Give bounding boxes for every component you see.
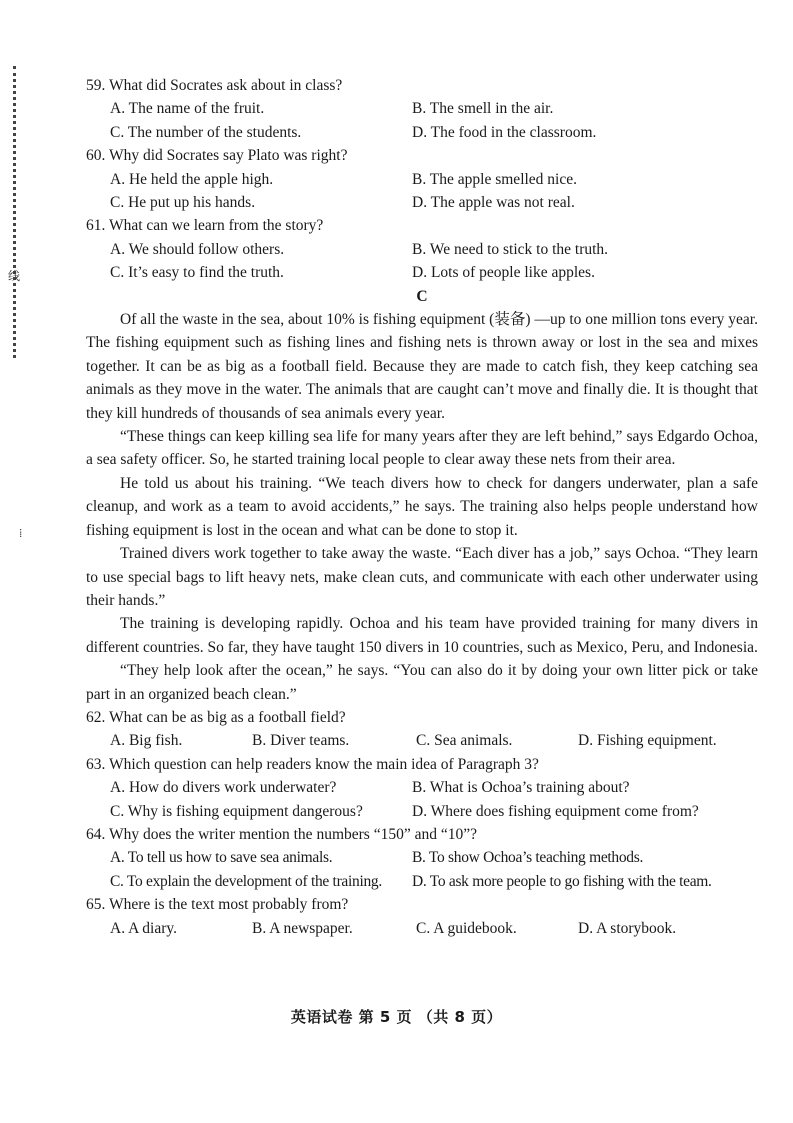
question-stem: 65. Where is the text most probably from? — [86, 896, 349, 914]
option-b[interactable]: B. The apple smelled nice. — [412, 170, 577, 188]
question-stem: 62. What can be as big as a football field? — [86, 708, 346, 726]
options — [86, 97, 758, 144]
option-b[interactable]: B. What is Ochoa’s training about? — [412, 779, 630, 797]
question-59 — [86, 74, 758, 144]
option-b[interactable]: B. Diver teams. — [252, 732, 350, 750]
question-stem: 61. What can we learn from the story? — [86, 217, 324, 235]
option-c[interactable]: C. Why is fishing equipment dangerous? — [110, 802, 363, 820]
binding-margin-tick: ⁞ — [19, 526, 23, 540]
passage-paragraph-4: Trained divers work together to take away the waste. “Each diver has a job,” says Ochoa. “They learn to use special bags to lift heavy nets, make clean cuts, and communicate with each other underwater using their hands.” — [86, 545, 758, 609]
passage-paragraph-1: Of all the waste in the sea, about 10% is fishing equipment (装备) —up to one million tons every year. The fishing equipment such as fishing lines and fishing nets is thrown away or lost in the sea and mixes together. It can be as big as a football field. Because they are made to catch fish, they keep catching sea animals as they move in the water. The animals that are caught can’t move and finally die. It is thought that they kill hundreds of thousands of sea animals every year. — [86, 311, 758, 422]
option-b[interactable]: B. To show Ochoa’s teaching methods. — [412, 849, 644, 867]
option-c[interactable]: C. A guidebook. — [416, 919, 517, 937]
page-footer: 英语试卷 第 5 页 （共 8 页） — [290, 1008, 503, 1026]
passage-paragraph-2: “These things can keep killing sea life for many years after they are left behind,” says Edgardo Ochoa, a sea safety officer. So, he started training local people to clear away these nets from their area. — [86, 428, 758, 469]
option-d[interactable]: D. The apple was not real. — [412, 194, 575, 212]
options — [86, 729, 758, 752]
option-c[interactable]: C. Sea animals. — [416, 732, 513, 750]
option-d[interactable]: D. Fishing equipment. — [578, 732, 717, 750]
option-d[interactable]: D. Where does fishing equipment come from? — [412, 802, 699, 820]
section-heading: C — [416, 287, 428, 305]
exam-content — [86, 74, 758, 940]
option-c[interactable]: C. The number of the students. — [110, 123, 302, 141]
question-65 — [86, 893, 758, 940]
option-d[interactable]: D. Lots of people like apples. — [412, 264, 595, 282]
option-d[interactable]: D. To ask more people to go fishing with the team. — [412, 872, 712, 890]
option-d[interactable]: D. The food in the classroom. — [412, 123, 597, 141]
option-c[interactable]: C. He put up his hands. — [110, 194, 256, 212]
question-61 — [86, 214, 758, 284]
question-63 — [86, 753, 758, 823]
option-b[interactable]: B. We need to stick to the truth. — [412, 240, 609, 258]
passage-paragraph-5: The training is developing rapidly. Ochoa and his team have provided training for many divers in different countries. So far, they have taught 150 divers in 10 countries, such as Mexico, Peru, and Indonesia. — [86, 615, 758, 656]
option-a[interactable]: A. To tell us how to save sea animals. — [110, 849, 333, 867]
binding-margin-label: 线 — [8, 269, 21, 283]
option-a[interactable]: A. He held the apple high. — [110, 170, 274, 188]
option-c[interactable]: C. It’s easy to find the truth. — [110, 264, 284, 282]
options — [86, 776, 758, 823]
option-a[interactable]: A. Big fish. — [110, 732, 183, 750]
option-a[interactable]: A. We should follow others. — [110, 240, 285, 258]
binding-dotted-line — [13, 66, 16, 358]
question-stem: 64. Why does the writer mention the numbers “150” and “10”? — [86, 825, 477, 843]
option-a[interactable]: A. How do divers work underwater? — [110, 779, 337, 797]
passage-paragraph-3: He told us about his training. “We teach divers how to check for dangers underwater, plan a safe cleanup, and work as a team to avoid accidents,” he says. The training also helps people understand how fishing equipment is lost in the ocean and what can be done to stop it. — [86, 474, 758, 539]
option-b[interactable]: B. A newspaper. — [252, 919, 353, 937]
question-62 — [86, 706, 758, 753]
options — [86, 238, 758, 285]
options — [86, 846, 758, 893]
question-60 — [86, 144, 758, 214]
option-b[interactable]: B. The smell in the air. — [412, 100, 554, 118]
question-stem: 63. Which question can help readers know the main idea of Paragraph 3? — [86, 755, 539, 773]
passage-paragraph-6: “They help look after the ocean,” he says. “You can also do it by doing your own litter pick or take part in an organized beach clean.” — [86, 662, 758, 703]
option-d[interactable]: D. A storybook. — [578, 919, 677, 937]
question-stem: 59. What did Socrates ask about in class? — [86, 77, 343, 94]
option-c[interactable]: C. To explain the development of the training. — [110, 872, 382, 890]
question-64 — [86, 823, 758, 893]
options — [86, 917, 758, 940]
options — [86, 168, 758, 215]
option-a[interactable]: A. The name of the fruit. — [110, 100, 265, 118]
question-stem: 60. Why did Socrates say Plato was right? — [86, 147, 348, 165]
option-a[interactable]: A. A diary. — [110, 919, 178, 937]
